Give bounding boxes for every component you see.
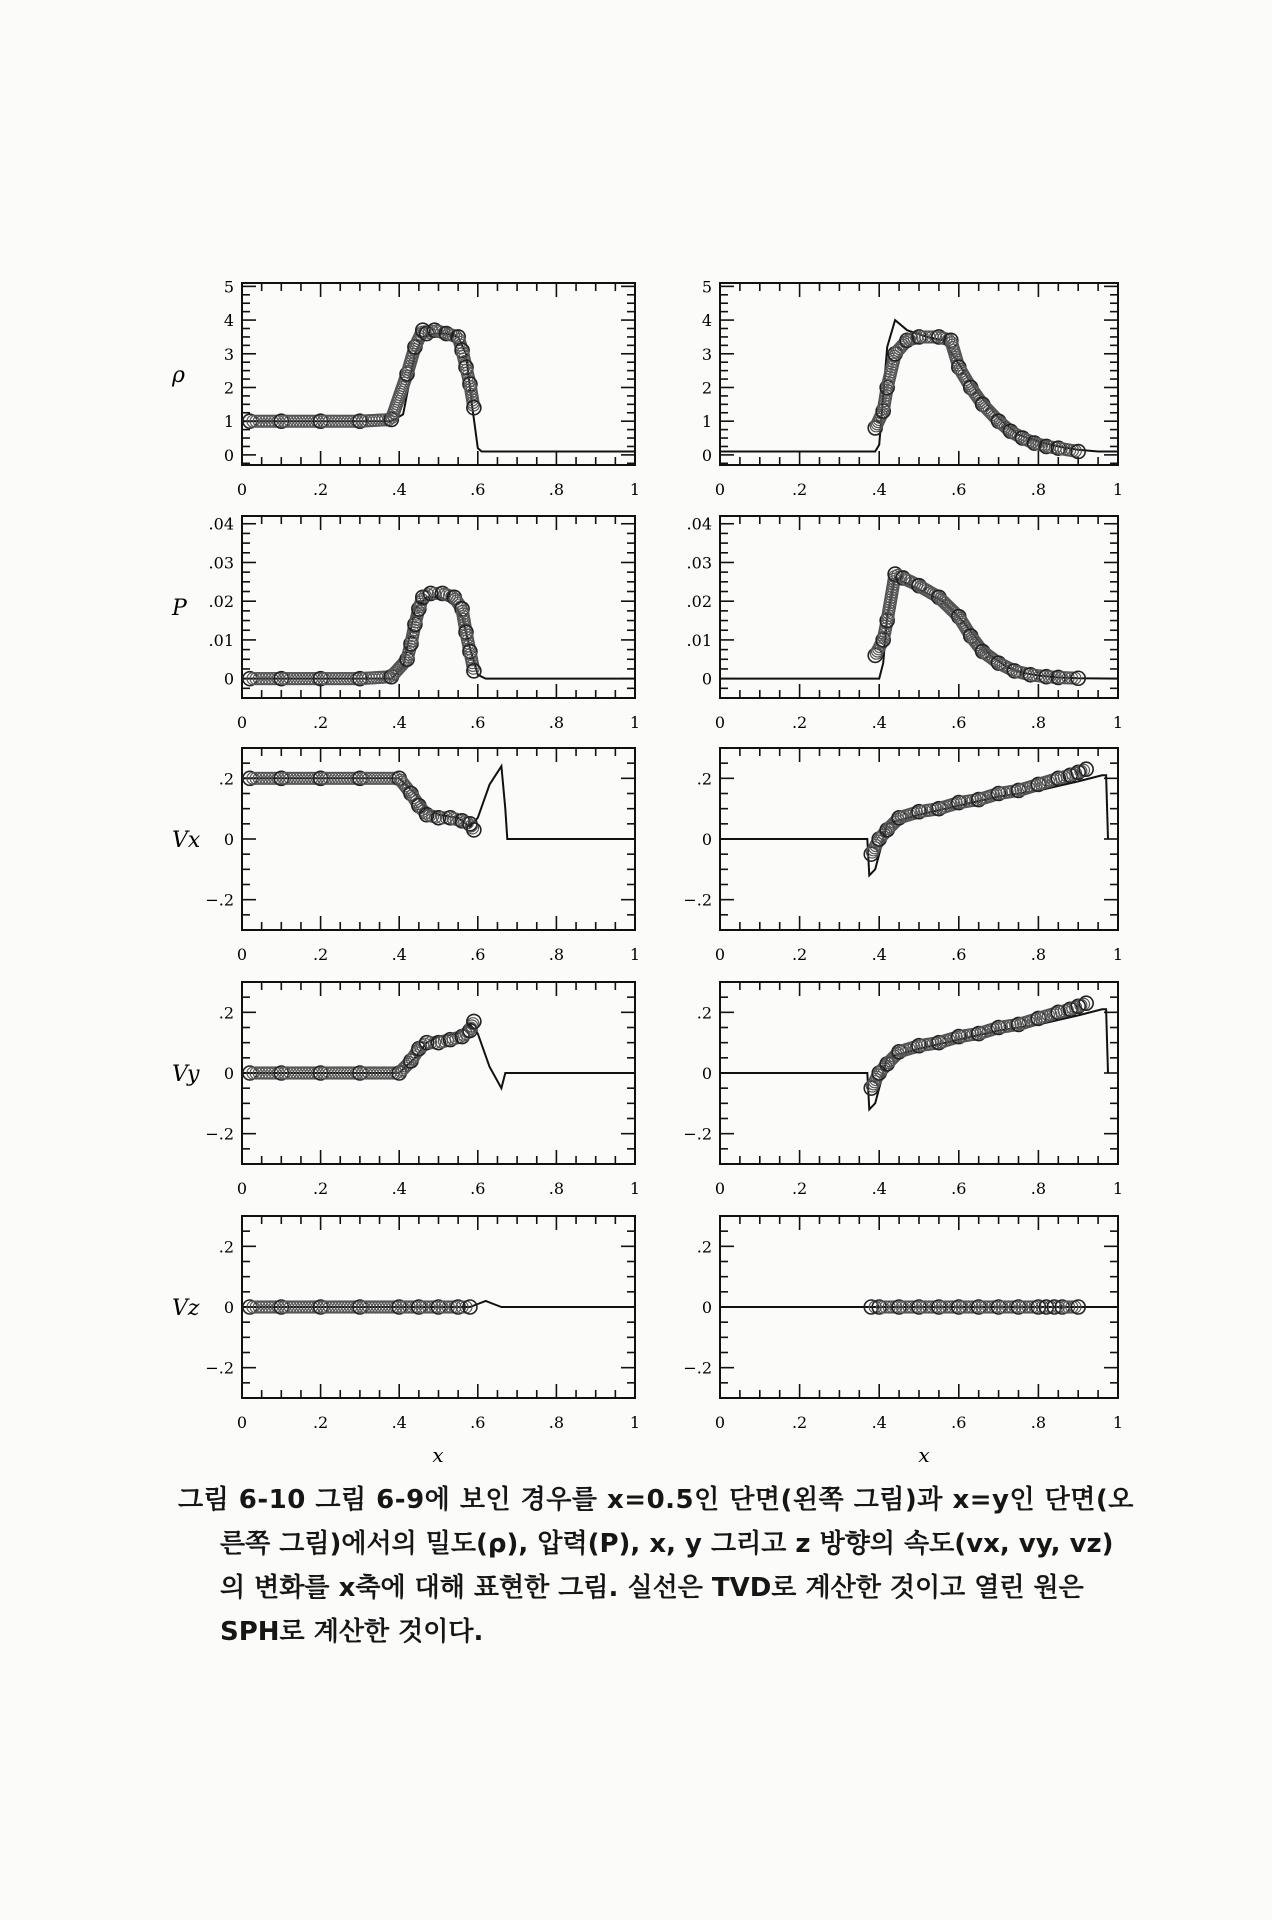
y-tick-label: 5 xyxy=(701,277,712,297)
x-tick-label: 0 xyxy=(236,480,248,499)
x-tick-label: 1 xyxy=(1112,1413,1124,1432)
x-tick-label: .8 xyxy=(548,1413,565,1432)
x-tick-label: 0 xyxy=(714,480,726,499)
y-tick-label: .01 xyxy=(208,630,234,650)
x-tick-label: .4 xyxy=(391,480,407,499)
plot-frame xyxy=(720,283,1118,465)
y-tick-label: .2 xyxy=(218,769,234,789)
row-symbol-vz: Vz xyxy=(172,1296,200,1321)
x-tick-label: 1 xyxy=(1112,945,1124,964)
x-tick-label: .4 xyxy=(391,945,407,964)
caption-line-2: 른쪽 그림)에서의 밀도(ρ), 압력(P), x, y 그리고 z 방향의 속도(vx, vy, vz) xyxy=(220,1529,1114,1559)
y-tick-label: −.2 xyxy=(205,1124,234,1144)
x-tick-label: .8 xyxy=(1030,1413,1047,1432)
x-tick-label: .6 xyxy=(951,713,967,732)
panel-vz-right xyxy=(683,1216,1123,1432)
x-tick-label: 0 xyxy=(236,945,248,964)
y-tick-label: .2 xyxy=(696,769,712,789)
x-tick-label: .2 xyxy=(791,713,808,732)
x-tick-label: 0 xyxy=(714,713,726,732)
x-tick-label: 1 xyxy=(1112,480,1124,499)
x-tick-label: .2 xyxy=(791,480,808,499)
x-tick-label: 1 xyxy=(1112,1179,1124,1198)
y-tick-label: .2 xyxy=(696,1003,712,1023)
x-tick-label: .2 xyxy=(312,1413,329,1432)
x-tick-label: 1 xyxy=(629,945,641,964)
panel-vy-right xyxy=(683,982,1123,1198)
x-tick-label: .6 xyxy=(951,480,967,499)
row-symbol-P: P xyxy=(172,596,187,621)
x-tick-label: .6 xyxy=(470,480,486,499)
tvd-solid-line xyxy=(720,320,1118,451)
y-tick-label: 0 xyxy=(701,830,712,849)
y-tick-label: 3 xyxy=(223,344,234,364)
panel-P-left xyxy=(209,515,641,732)
x-tick-label: 0 xyxy=(714,945,726,964)
y-tick-label: 0 xyxy=(701,1064,712,1083)
x-tick-label: .6 xyxy=(470,1413,486,1432)
x-tick-label: .2 xyxy=(312,1179,329,1198)
tvd-solid-line xyxy=(720,775,1108,875)
x-tick-label: .8 xyxy=(548,1179,565,1198)
x-tick-label: .2 xyxy=(312,480,329,499)
y-tick-label: 4 xyxy=(223,311,234,331)
y-tick-label: 0 xyxy=(223,1064,234,1083)
tvd-solid-line xyxy=(242,334,635,452)
y-tick-label: .02 xyxy=(686,592,712,612)
y-tick-label: −.2 xyxy=(683,890,712,910)
y-tick-label: −.2 xyxy=(683,1358,712,1378)
y-tick-label: .01 xyxy=(686,630,712,650)
caption-line-4: SPH로 계산한 것이다. xyxy=(220,1617,484,1647)
x-tick-label: 1 xyxy=(629,713,641,732)
panel-vx-left xyxy=(205,748,640,964)
y-tick-label: .04 xyxy=(208,514,234,534)
x-tick-label: 1 xyxy=(629,480,641,499)
x-tick-label: .6 xyxy=(951,945,967,964)
y-tick-label: .03 xyxy=(686,553,712,573)
tvd-solid-line xyxy=(242,597,635,678)
x-tick-label: 0 xyxy=(714,1413,726,1432)
x-tick-label: .6 xyxy=(470,713,486,732)
y-tick-label: 0 xyxy=(223,669,234,689)
x-tick-label: .6 xyxy=(470,1179,486,1198)
y-tick-label: 0 xyxy=(223,445,234,465)
plot-frame xyxy=(242,516,635,698)
row-symbol-vx: Vx xyxy=(172,828,201,853)
y-tick-label: 3 xyxy=(701,344,712,364)
x-tick-label: .8 xyxy=(1030,1179,1047,1198)
caption-line-1: 그림 6-10 그림 6-9에 보인 경우를 x=0.5인 단면(왼쪽 그림)과 x=y인 단면(오 xyxy=(178,1485,1134,1515)
panel-vx-right xyxy=(683,748,1123,964)
x-tick-label: .6 xyxy=(951,1179,967,1198)
x-tick-label: 0 xyxy=(236,1179,248,1198)
x-tick-label: .8 xyxy=(1030,713,1047,732)
tvd-solid-line xyxy=(720,1009,1108,1109)
x-tick-label: .4 xyxy=(871,1179,887,1198)
x-tick-label: .4 xyxy=(871,480,887,499)
y-tick-label: 0 xyxy=(223,830,234,849)
y-tick-label: .2 xyxy=(218,1003,234,1023)
y-tick-label: −.2 xyxy=(683,1124,712,1144)
x-tick-label: .4 xyxy=(871,945,887,964)
x-tick-label: 1 xyxy=(629,1179,641,1198)
x-tick-label: 0 xyxy=(236,1413,248,1432)
y-tick-label: .2 xyxy=(218,1237,234,1257)
y-tick-label: 2 xyxy=(223,378,234,398)
tvd-solid-line xyxy=(242,766,635,839)
y-tick-label: 0 xyxy=(223,1298,234,1317)
y-tick-label: −.2 xyxy=(205,890,234,910)
x-tick-label: .2 xyxy=(791,945,808,964)
y-tick-label: 1 xyxy=(223,412,234,432)
x-tick-label: .4 xyxy=(871,1413,887,1432)
figure-caption xyxy=(178,1478,1134,1654)
x-tick-label: .2 xyxy=(312,945,329,964)
panel-rho-right xyxy=(702,277,1123,499)
x-tick-label: .8 xyxy=(1030,480,1047,499)
y-tick-label: .2 xyxy=(696,1237,712,1257)
x-tick-label: .4 xyxy=(391,1179,407,1198)
x-tick-label: .4 xyxy=(391,1413,407,1432)
x-tick-label: .6 xyxy=(951,1413,967,1432)
y-tick-label: .03 xyxy=(208,553,234,573)
y-tick-label: 0 xyxy=(701,1298,712,1317)
x-tick-label: .4 xyxy=(391,713,407,732)
plot-frame xyxy=(242,283,635,465)
panel-P-right xyxy=(687,515,1124,732)
x-tick-label: .2 xyxy=(791,1413,808,1432)
panel-vy-left xyxy=(205,982,640,1198)
y-tick-label: 2 xyxy=(701,378,712,398)
caption-line-3: 의 변화를 x축에 대해 표현한 그림. 실선은 TVD로 계산한 것이고 열린 원은 xyxy=(220,1573,1084,1603)
x-axis-label: x xyxy=(918,1443,930,1467)
row-symbol-rho: ρ xyxy=(172,363,185,388)
y-tick-label: 0 xyxy=(701,445,712,465)
y-tick-label: 5 xyxy=(223,277,234,297)
x-tick-label: 0 xyxy=(236,713,248,732)
y-tick-label: 1 xyxy=(701,412,712,432)
x-axis-label: x xyxy=(432,1443,444,1467)
x-tick-label: 1 xyxy=(1112,713,1124,732)
panel-rho-left xyxy=(224,277,640,499)
x-tick-label: .8 xyxy=(1030,945,1047,964)
y-tick-label: −.2 xyxy=(205,1358,234,1378)
x-tick-label: .8 xyxy=(548,713,565,732)
x-tick-label: .2 xyxy=(312,713,329,732)
row-symbol-vy: Vy xyxy=(172,1062,200,1087)
y-tick-label: 4 xyxy=(701,311,712,331)
x-tick-label: .8 xyxy=(548,480,565,499)
x-tick-label: 0 xyxy=(714,1179,726,1198)
y-tick-label: .02 xyxy=(208,592,234,612)
panel-vz-left xyxy=(205,1216,640,1432)
x-tick-label: .4 xyxy=(871,713,887,732)
x-tick-label: .6 xyxy=(470,945,486,964)
x-tick-label: .2 xyxy=(791,1179,808,1198)
x-tick-label: .8 xyxy=(548,945,565,964)
y-tick-label: .04 xyxy=(686,514,712,534)
x-tick-label: 1 xyxy=(629,1413,641,1432)
y-tick-label: 0 xyxy=(701,669,712,689)
